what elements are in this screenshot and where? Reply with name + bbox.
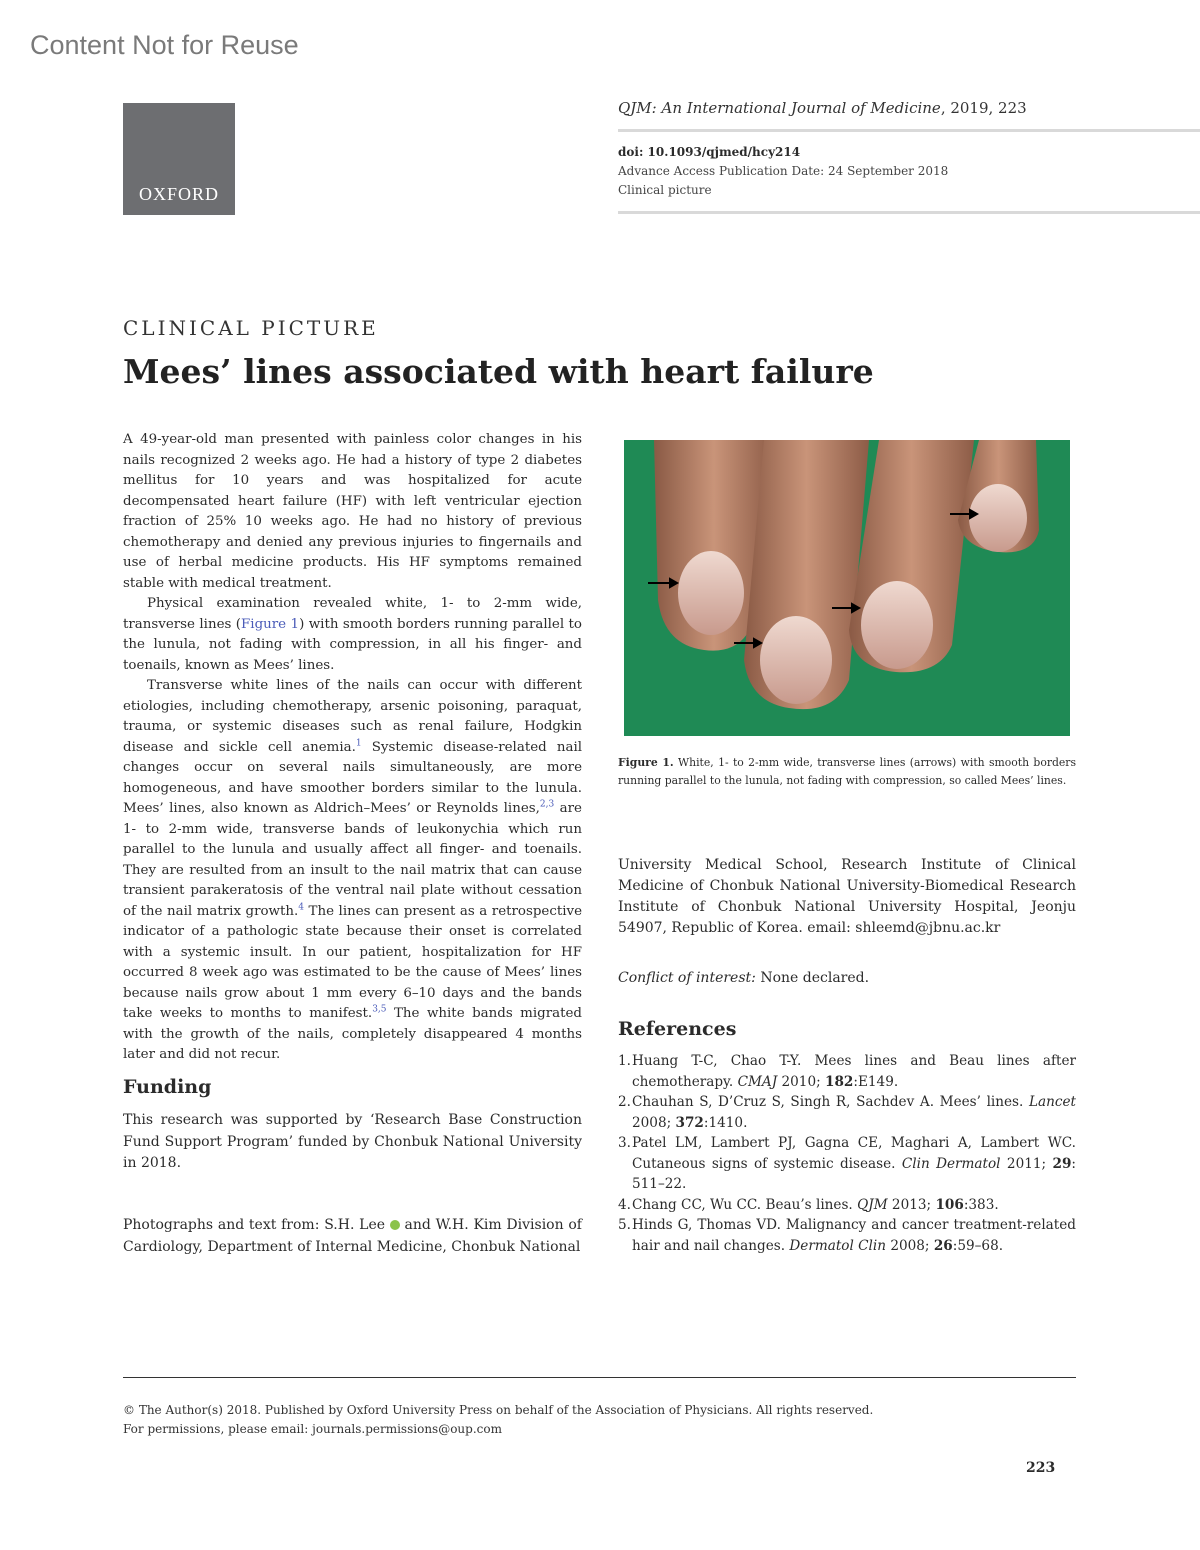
journal-year-page: , 2019, 223 xyxy=(940,99,1027,117)
reference-item[interactable]: 2. Chauhan S, D’Cruz S, Singh R, Sachdev A. Mees’ lines. Lancet 2008; 372:1410. xyxy=(618,1094,1076,1131)
oxford-logo xyxy=(123,103,235,215)
article-type: Clinical picture xyxy=(618,183,712,197)
references-heading: References xyxy=(618,1018,737,1040)
reference-link[interactable]: 3,5 xyxy=(372,1004,387,1015)
copyright-notice: © The Author(s) 2018. Published by Oxford University Press on behalf of the Association of Physicians. All rights reserved. xyxy=(123,1403,874,1417)
journal-citation xyxy=(618,99,1027,117)
header-divider-top xyxy=(618,129,1200,132)
page-number: 223 xyxy=(1026,1460,1056,1476)
oxford-logo-text: OXFORD xyxy=(138,184,219,204)
reference-item[interactable]: 5. Hinds G, Thomas VD. Malignancy and cancer treatment-related hair and nail changes. Dermatol Clin 2008; 26:59–68. xyxy=(618,1217,1076,1254)
figure-1-link[interactable]: Figure 1 xyxy=(241,616,300,632)
permissions-notice: For permissions, please email: journals.permissions@oup.com xyxy=(123,1422,502,1436)
figure-1-photo xyxy=(624,440,1070,736)
publication-date: Advance Access Publication Date: 24 September 2018 xyxy=(618,164,949,178)
journal-name: QJM: An International Journal of Medicine xyxy=(618,99,941,117)
body-paragraph-2: Physical examination revealed white, 1- to 2-mm wide, transverse lines (Figure 1) with smooth borders running parallel to the lunula, not fading with compression, in all his finger- and toenails, known as Mees’ lines. xyxy=(123,596,582,673)
nail-3 xyxy=(861,581,933,669)
reference-link[interactable]: 1 xyxy=(355,738,362,749)
reference-link[interactable]: 2,3 xyxy=(539,799,555,810)
article-body xyxy=(123,430,582,1066)
funding-heading: Funding xyxy=(123,1076,212,1098)
article-title: Mees’ lines associated with heart failure xyxy=(123,352,874,391)
section-label: CLINICAL PICTURE xyxy=(123,316,379,340)
conflict-of-interest: Conflict of interest: None declared. xyxy=(618,970,870,986)
photo-credits: Photographs and text from: S.H. Lee and W.H. Kim Division of Cardiology, Department of Internal Medicine, Chonbuk National xyxy=(123,1217,582,1255)
references-list xyxy=(618,1051,1076,1256)
body-paragraph-3: Transverse white lines of the nails can occur with different etiologies, including chemotherapy, arsenic poisoning, paraquat, trauma, or systemic diseases such as renal failure, Hodgkin disease and sickle cell anemia.$^1$ Systemic disease-related nail changes occur on several nails simultaneously, are more homogeneous, and have smoother borders similar to the lunula. Mees’ lines, also known as Aldrich–Mees’ or Reynolds lines,$^{2,3}$ are 1- to 2-mm wide, transverse bands of leukonychia which run parallel to the lunula and usually affect all finger- and toenails. They are resulted from an insult to the nail matrix that can cause transient parakeratosis of the ventral nail plate without cessation of the nail matrix growth.$^4$ The lines can present as a retrospective indicator of a pathologic state because their onset is correlated with a systemic insult. In our patient, hospitalization for HF occurred 8 week ago was estimated to be the cause of Mees’ lines because nails grow about 1 mm every 6–10 days and the bands take weeks to months to manifest.$^{3,5}$ The white bands migrated with the growth of the nails, completely disappeared 4 months later and did not recur. xyxy=(123,678,583,1062)
funding-text: This research was supported by ‘Research Base Construction Fund Support Program’ funded by Chonbuk National University in 2018. xyxy=(123,1112,582,1171)
body-paragraph-1: A 49-year-old man presented with painless color changes in his nails recognized 2 weeks ago. He had a history of type 2 diabetes mellitus for 10 years and was hospitalized for acute decompensated heart failure (HF) with left ventricular ejection fraction of 25% 10 weeks ago. He had no history of previous chemotherapy and denied any previous injuries to fingernails and use of herbal medicine products. His HF symptoms remained stable with medical treatment. xyxy=(123,432,582,591)
header-divider-bottom xyxy=(618,211,1200,214)
figure-1-caption: Figure 1. White, 1- to 2-mm wide, transverse lines (arrows) with smooth borders running parallel to the lunula, not fading with compression, so called Mees’ lines. xyxy=(618,756,1076,787)
nail-1 xyxy=(678,551,744,635)
caption-label: Figure 1. xyxy=(618,756,674,769)
doi-link[interactable]: doi: 10.1093/qjmed/hcy214 xyxy=(618,145,801,159)
footer-divider xyxy=(123,1377,1076,1378)
reference-item[interactable]: 4. Chang CC, Wu CC. Beau’s lines. QJM 2013; 106:383. xyxy=(618,1196,999,1213)
nail-2 xyxy=(760,616,832,704)
reference-item[interactable]: 3. Patel LM, Lambert PJ, Gagna CE, Maghari A, Lambert WC. Cutaneous signs of systemic disease. Clin Dermatol 2011; 29: 511–22. xyxy=(618,1135,1076,1192)
nail-4 xyxy=(969,484,1027,552)
reference-link[interactable]: 4 xyxy=(298,902,305,913)
affiliation-text: University Medical School, Research Institute of Clinical Medicine of Chonbuk National University-Biomedical Research Institute of Chonbuk National University Hospital, Jeonju 54907, Republic of Korea. email: shleemd@jbnu.ac.kr xyxy=(618,857,1076,936)
reference-item[interactable]: 1. Huang T-C, Chao T-Y. Mees lines and Beau lines after chemotherapy. CMAJ 2010; 182:E149. xyxy=(618,1053,1076,1090)
orcid-icon[interactable] xyxy=(390,1220,400,1230)
fingernails-photo xyxy=(624,440,1070,736)
watermark-text: Content Not for Reuse xyxy=(30,30,299,60)
